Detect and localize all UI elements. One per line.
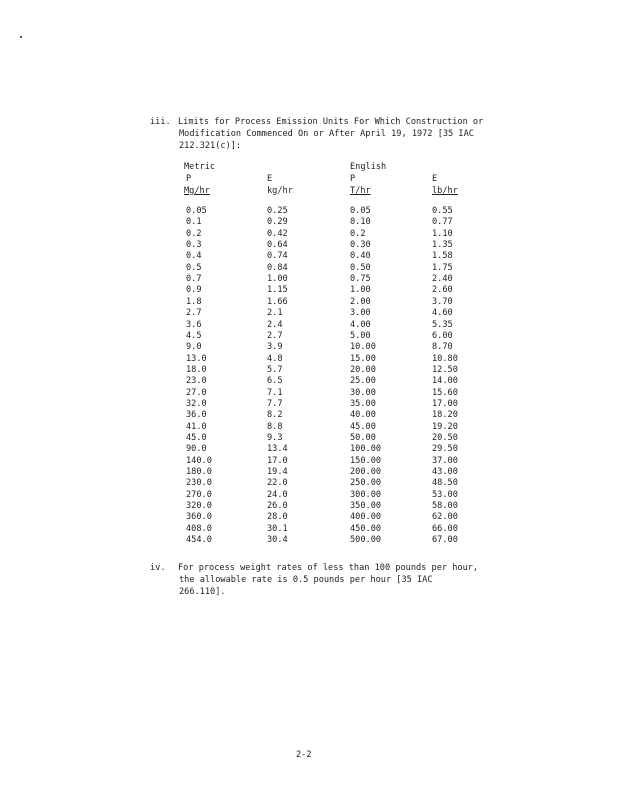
table-row — [186, 467, 486, 478]
table-cell: 6.00 — [432, 330, 453, 341]
table-cell: 0.9 — [186, 285, 202, 296]
table-cell: 1.00 — [350, 285, 371, 296]
table-cell: 12.50 — [432, 364, 458, 375]
table-cell: 2.7 — [267, 330, 283, 341]
table-cell: 0.64 — [267, 240, 288, 251]
table-cell: 1.00 — [267, 274, 288, 285]
table-cell: 5.7 — [267, 364, 283, 375]
table-row — [186, 217, 486, 228]
table-cell: 150.00 — [350, 455, 382, 466]
table-cell: 0.7 — [186, 274, 202, 285]
table-cell: 8.70 — [432, 342, 453, 353]
table-cell: 50.00 — [350, 433, 376, 443]
table-row — [186, 444, 486, 455]
table-cell: 2.60 — [432, 285, 453, 296]
table-cell: 454.0 — [186, 535, 212, 546]
table-cell: 0.55 — [432, 206, 453, 216]
table-cell: 30.1 — [267, 523, 288, 534]
table-cell: 41.0 — [186, 421, 207, 432]
table-cell: 90.0 — [186, 444, 207, 455]
table-cell: 140.0 — [186, 455, 212, 466]
table-cell: 10.80 — [432, 353, 458, 364]
table-cell: 360.0 — [186, 512, 212, 523]
metric-p-symbol: P — [186, 174, 192, 184]
table-cell: 0.10 — [350, 217, 371, 228]
table-cell: 19.20 — [432, 421, 458, 432]
page-number: 2-2 — [296, 750, 312, 760]
table-cell: 2.40 — [432, 274, 453, 285]
table-row — [186, 422, 486, 433]
table-row — [186, 331, 486, 342]
table-cell: 0.84 — [267, 262, 288, 273]
table-cell: 62.00 — [432, 512, 458, 523]
table-row — [186, 524, 486, 535]
table-cell: 7.7 — [267, 398, 283, 409]
table-row — [186, 342, 486, 353]
table-cell: 14.00 — [432, 376, 458, 387]
table-cell: 0.75 — [350, 274, 371, 285]
table-row — [186, 376, 486, 387]
table-cell: 3.6 — [186, 319, 202, 330]
table-cell: 2.00 — [350, 296, 371, 307]
table-cell: 1.15 — [267, 285, 288, 296]
english-p-unit: T/hr — [350, 186, 371, 196]
section-iv-line-3: 266.110]. — [179, 587, 226, 597]
table-cell: 23.0 — [186, 376, 207, 387]
table-cell: 450.00 — [350, 523, 382, 534]
table-cell: 26.0 — [267, 501, 288, 512]
table-cell: 18.20 — [432, 410, 458, 421]
english-e-unit: lb/hr — [432, 186, 458, 196]
table-cell: 9.3 — [267, 433, 283, 443]
table-cell: 17.00 — [432, 398, 458, 409]
metric-p-unit: Mg/hr — [184, 186, 210, 196]
section-iii-line-1: Limits for Process Emission Units For Which Construction or — [178, 117, 484, 127]
table-cell: 35.00 — [350, 398, 376, 409]
table-cell: 1.58 — [432, 251, 453, 262]
table-cell: 0.40 — [350, 251, 371, 262]
section-iv-line-2: the allowable rate is 0.5 pounds per hour [35 IAC — [179, 575, 433, 585]
english-p-symbol: P — [350, 174, 356, 184]
table-row — [186, 512, 486, 523]
table-cell: 30.00 — [350, 387, 376, 398]
table-cell: 10.00 — [350, 342, 376, 353]
section-iii-line-2: Modification Commenced On or After April 19, 1972 [35 IAC — [179, 129, 474, 139]
table-cell: 180.0 — [186, 467, 212, 478]
table-cell: 0.05 — [186, 206, 207, 216]
table-cell: 22.0 — [267, 478, 288, 489]
table-cell: 40.00 — [350, 410, 376, 421]
table-cell: 13.0 — [186, 353, 207, 364]
table-row — [186, 354, 486, 365]
table-cell: 13.4 — [267, 444, 288, 455]
table-row — [186, 478, 486, 489]
table-cell: 7.1 — [267, 387, 283, 398]
table-row — [186, 206, 486, 217]
table-cell: 37.00 — [432, 455, 458, 466]
table-cell: 36.0 — [186, 410, 207, 421]
table-cell: 58.00 — [432, 501, 458, 512]
table-cell: 4.8 — [267, 353, 283, 364]
table-cell: 0.05 — [350, 206, 371, 216]
table-row — [186, 274, 486, 285]
table-cell: 28.0 — [267, 512, 288, 523]
table-cell: 350.00 — [350, 501, 382, 512]
table-cell: 0.50 — [350, 262, 371, 273]
table-row — [186, 433, 486, 444]
table-cell: 9.0 — [186, 342, 202, 353]
table-cell: 300.00 — [350, 489, 382, 500]
table-cell: 32.0 — [186, 398, 207, 409]
table-cell: 3.00 — [350, 308, 371, 319]
table-cell: 29.50 — [432, 444, 458, 455]
table-cell: 0.29 — [267, 217, 288, 228]
section-iv-number: iv. — [150, 563, 166, 573]
metric-e-symbol: E — [267, 174, 273, 184]
table-cell: 270.0 — [186, 489, 212, 500]
table-cell: 100.00 — [350, 444, 382, 455]
english-group-label: English — [350, 162, 387, 172]
table-row — [186, 410, 486, 421]
table-row — [186, 399, 486, 410]
table-cell: 3.70 — [432, 296, 453, 307]
table-cell: 1.8 — [186, 296, 202, 307]
table-cell: 1.10 — [432, 228, 453, 239]
table-cell: 0.5 — [186, 262, 202, 273]
metric-e-unit: kg/hr — [267, 186, 293, 196]
table-cell: 45.00 — [350, 421, 376, 432]
table-cell: 2.7 — [186, 308, 202, 319]
table-cell: 0.2 — [186, 228, 202, 239]
table-cell: 2.1 — [267, 308, 283, 319]
table-cell: 1.35 — [432, 240, 453, 251]
section-iv-line-1: For process weight rates of less than 100 pounds per hour, — [178, 563, 479, 573]
table-row — [186, 365, 486, 376]
table-row — [186, 535, 486, 546]
table-cell: 0.3 — [186, 240, 202, 251]
table-cell: 5.35 — [432, 319, 453, 330]
table-row — [186, 285, 486, 296]
table-row — [186, 229, 486, 240]
table-cell: 500.00 — [350, 535, 382, 546]
table-row — [186, 388, 486, 399]
table-cell: 1.66 — [267, 296, 288, 307]
table-cell: 53.00 — [432, 489, 458, 500]
section-iii-number: iii. — [150, 117, 171, 127]
table-cell: 0.74 — [267, 251, 288, 262]
table-cell: 8.8 — [267, 421, 283, 432]
english-e-symbol: E — [432, 174, 438, 184]
table-cell: 43.00 — [432, 467, 458, 478]
table-row — [186, 456, 486, 467]
table-row — [186, 251, 486, 262]
table-cell: 17.0 — [267, 455, 288, 466]
scan-speck — [20, 36, 22, 38]
table-cell: 0.1 — [186, 217, 202, 228]
table-cell: 400.00 — [350, 512, 382, 523]
table-cell: 320.0 — [186, 501, 212, 512]
table-cell: 15.00 — [350, 353, 376, 364]
table-cell: 20.50 — [432, 433, 458, 443]
table-cell: 48.50 — [432, 478, 458, 489]
table-cell: 4.00 — [350, 319, 371, 330]
table-cell: 27.0 — [186, 387, 207, 398]
table-cell: 4.60 — [432, 308, 453, 319]
table-row — [186, 263, 486, 274]
table-row — [186, 320, 486, 331]
table-cell: 230.0 — [186, 478, 212, 489]
table-row — [186, 297, 486, 308]
table-cell: 4.5 — [186, 330, 202, 341]
table-cell: 0.4 — [186, 251, 202, 262]
table-row — [186, 240, 486, 251]
table-cell: 5.00 — [350, 330, 371, 341]
table-cell: 66.00 — [432, 523, 458, 534]
table-cell: 8.2 — [267, 410, 283, 421]
table-cell: 250.00 — [350, 478, 382, 489]
table-row — [186, 490, 486, 501]
table-cell: 19.4 — [267, 467, 288, 478]
table-cell: 25.00 — [350, 376, 376, 387]
table-cell: 0.25 — [267, 206, 288, 216]
table-cell: 30.4 — [267, 535, 288, 546]
table-cell: 45.0 — [186, 433, 207, 443]
section-iii-line-3: 212.321(c)]: — [179, 141, 242, 151]
table-cell: 18.0 — [186, 364, 207, 375]
table-cell: 408.0 — [186, 523, 212, 534]
metric-group-label: Metric — [184, 162, 216, 172]
table-cell: 15.60 — [432, 387, 458, 398]
table-cell: 0.2 — [350, 228, 366, 239]
table-row — [186, 501, 486, 512]
table-cell: 200.00 — [350, 467, 382, 478]
table-cell: 0.42 — [267, 228, 288, 239]
table-cell: 0.77 — [432, 217, 453, 228]
table-row — [186, 308, 486, 319]
table-cell: 3.9 — [267, 342, 283, 353]
table-cell: 20.00 — [350, 364, 376, 375]
table-cell: 1.75 — [432, 262, 453, 273]
table-cell: 0.30 — [350, 240, 371, 251]
table-cell: 6.5 — [267, 376, 283, 387]
table-cell: 67.00 — [432, 535, 458, 546]
table-cell: 24.0 — [267, 489, 288, 500]
table-cell: 2.4 — [267, 319, 283, 330]
